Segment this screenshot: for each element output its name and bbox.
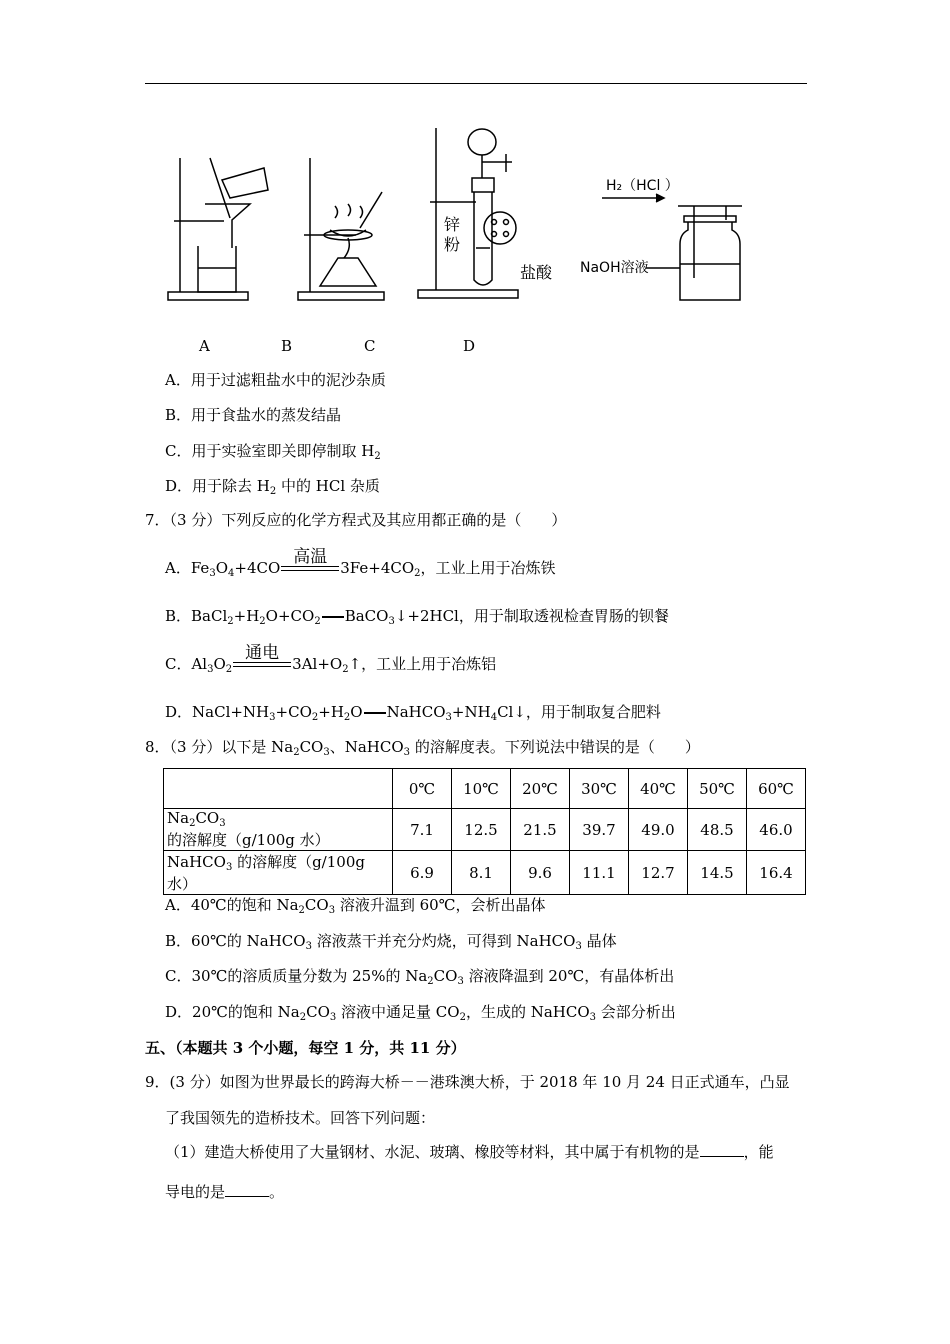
section-five-heading: 五、（本题共 3 个小题，每空 1 分，共 11 分） — [145, 1039, 466, 1057]
q9-line-4: 导电的是 。 — [165, 1183, 285, 1201]
figure-letter-c: C — [364, 337, 376, 355]
temp-cell: 40℃ — [629, 769, 688, 809]
filtration-apparatus — [168, 158, 268, 300]
electrolysis-condition: 通电 — [233, 660, 291, 670]
q8-option-c: C．30℃的溶质质量分数为 25%的 $Na_2CO_3$ 溶液降温到 20℃，有晶体析出 — [165, 967, 675, 987]
value-cell: 11.1 — [570, 851, 629, 895]
generator-apparatus — [418, 128, 518, 298]
value-cell: 16.4 — [747, 851, 806, 895]
q9-line-1: 9．(3 分）如图为世界最长的跨海大桥－－港珠澳大桥，于 2018 年 10 月 24 日正式通车，凸显 — [145, 1073, 790, 1091]
zinc-label-top: 锌 — [444, 215, 461, 234]
zinc-label-bottom: 粉 — [444, 235, 461, 254]
value-cell: 12.7 — [629, 851, 688, 895]
value-cell: 9.6 — [511, 851, 570, 895]
high-temp-condition: 高温 — [281, 564, 339, 574]
apparatus-figure — [160, 118, 800, 313]
q7-option-d: D．$NaCl+NH_3+CO_2+H_2O$ $NaHCO_3+NH_4Cl↓$，用于制取复合肥料 — [165, 703, 661, 723]
q7-option-b: B．$BaCl_2+H_2O+CO_2$ BaCO$_3$↓+2HCl，用于制取透视检查胃肠的钡餐 — [165, 607, 669, 627]
figure-letter-b: B — [281, 337, 293, 355]
temp-cell: 20℃ — [511, 769, 570, 809]
figure-letter-a: A — [199, 337, 210, 355]
table-row — [164, 851, 806, 895]
q6-option-a: A．用于过滤粗盐水中的泥沙杂质 — [165, 371, 386, 389]
value-cell: 14.5 — [688, 851, 747, 895]
value-cell: 6.9 — [393, 851, 452, 895]
row-label: $Na_2CO_3$ 的溶解度（g/100g 水） — [164, 809, 393, 851]
q8-option-b: B．60℃的 NaHCO$_3$ 溶液蒸干并充分灼烧，可得到 NaHCO$_3$ 晶体 — [165, 932, 617, 952]
table-corner-cell — [164, 769, 393, 809]
q8-option-d: D．20℃的饱和 $Na_2CO_3$ 溶液中通足量 $CO_2$，生成的 NaHCO$_3$ 会部分析出 — [165, 1003, 676, 1023]
table-header-row — [164, 769, 806, 809]
q9-line-3: （1）建造大桥使用了大量钢材、水泥、玻璃、橡胶等材料，其中属于有机物的是 ，能 — [165, 1143, 774, 1161]
temp-cell: 50℃ — [688, 769, 747, 809]
temp-cell: 60℃ — [747, 769, 806, 809]
value-cell: 7.1 — [393, 809, 452, 851]
answer-blank[interactable] — [700, 1142, 744, 1157]
value-cell: 21.5 — [511, 809, 570, 851]
q7-option-c: C．$Al_3O_2$ 通电 $3Al+O_2↑$，工业上用于冶炼铝 — [165, 643, 497, 675]
wash-bottle-apparatus — [602, 194, 742, 300]
table-row — [164, 809, 806, 851]
q9-line-2: 了我国领先的造桥技术。回答下列问题： — [165, 1109, 436, 1127]
answer-blank[interactable] — [225, 1182, 269, 1197]
q7-option-a: A．$Fe_3O_4+4CO$ 高温 $3Fe+4CO_2$，工业上用于冶炼铁 — [165, 547, 556, 579]
header-rule — [145, 83, 807, 84]
q6-option-d: D．用于除去 $H_2$ 中的 HCl 杂质 — [165, 477, 380, 497]
solution-label: NaOH溶液 — [580, 260, 649, 276]
value-cell: 39.7 — [570, 809, 629, 851]
q8-option-a: A．40℃的饱和 $Na_2CO_3$ 溶液升温到 60℃，会析出晶体 — [165, 896, 546, 916]
q7-stem: 7．（3 分）下列反应的化学方程式及其应用都正确的是（ ） — [145, 511, 567, 529]
q6-option-c: C．用于实验室即关即停制取 $H_2$ — [165, 442, 381, 462]
q6-option-b: B．用于食盐水的蒸发结晶 — [165, 406, 342, 424]
value-cell: 8.1 — [452, 851, 511, 895]
q8-stem: 8．（3 分）以下是 $Na_2CO_3$、NaHCO$_3$ 的溶解度表。下列说法中错误的是（ ） — [145, 738, 700, 758]
value-cell: 12.5 — [452, 809, 511, 851]
solubility-table — [163, 768, 806, 895]
value-cell: 48.5 — [688, 809, 747, 851]
gas-in-label: H₂（HCl ） — [606, 178, 679, 194]
figure-letter-d: D — [463, 337, 476, 355]
value-cell: 49.0 — [629, 809, 688, 851]
acid-label: 盐酸 — [520, 263, 553, 282]
temp-cell: 30℃ — [570, 769, 629, 809]
temp-cell: 0℃ — [393, 769, 452, 809]
evaporation-apparatus — [298, 158, 384, 300]
temp-cell: 10℃ — [452, 769, 511, 809]
row-label: NaHCO$_3$ 的溶解度（g/100g 水） — [164, 851, 393, 895]
value-cell: 46.0 — [747, 809, 806, 851]
